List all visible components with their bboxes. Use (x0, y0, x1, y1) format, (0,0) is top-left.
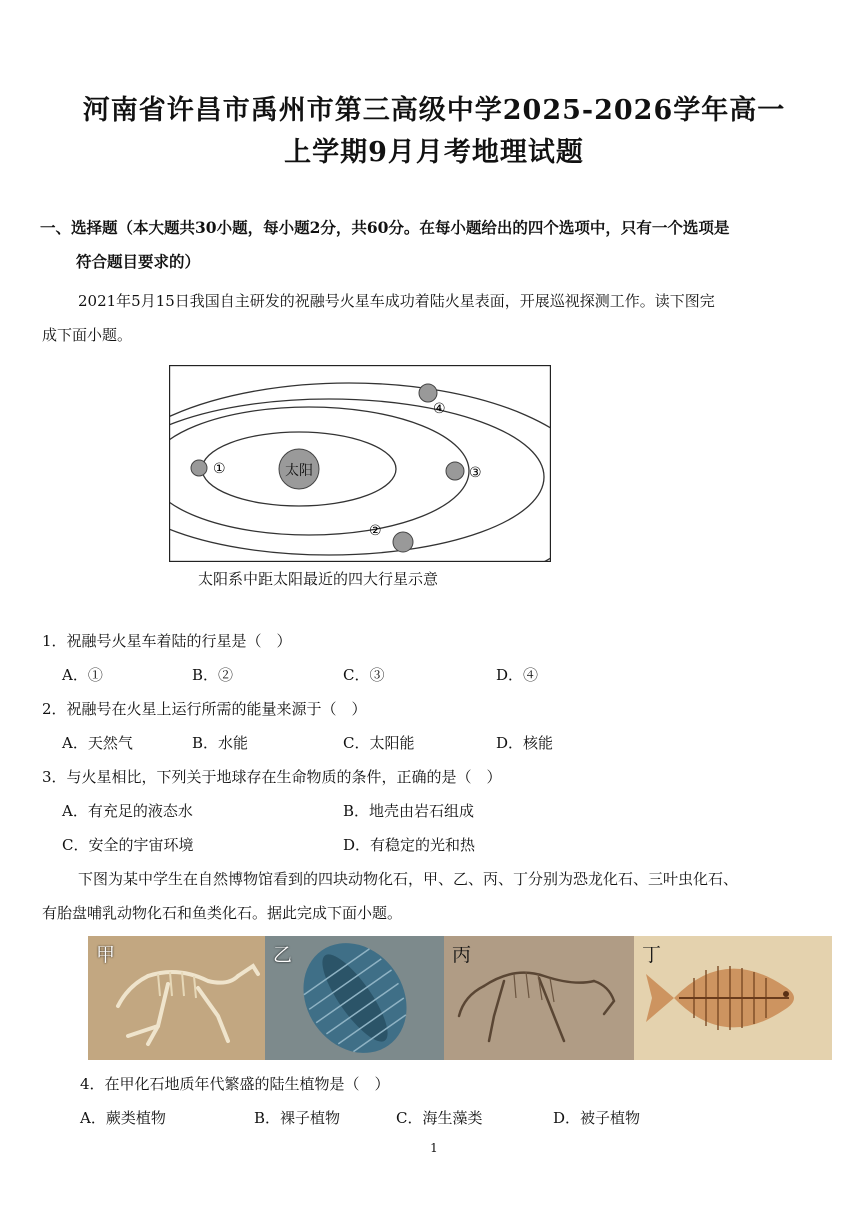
page-number: 1 (430, 1141, 438, 1155)
question-2-option-d[interactable]: D．核能 (496, 734, 554, 752)
fossil-images (88, 936, 832, 1060)
question-3-option-a[interactable]: A．有充足的液态水 (62, 802, 193, 820)
fossil-yi-image (265, 936, 444, 1060)
question-1-option-d[interactable]: D．④ (496, 666, 539, 684)
fossil-yi-label: 乙 (273, 944, 293, 966)
page-title-line2: 上学期9月月考地理试题 (284, 137, 584, 168)
fossil-jia-label: 甲 (96, 944, 116, 966)
question-4-stem: 4．在甲化石地质年代繁盛的陆生植物是（ ） (80, 1075, 390, 1093)
solar-system-diagram (169, 365, 551, 562)
fossil-jia-image (88, 936, 265, 1060)
question-2-option-b[interactable]: B．水能 (192, 734, 249, 752)
question-4-option-a[interactable]: A．蕨类植物 (80, 1109, 166, 1127)
question-3-option-d[interactable]: D．有稳定的光和热 (343, 836, 476, 854)
planet-4-label: ④ (433, 401, 446, 417)
question-4-option-c[interactable]: C．海生藻类 (396, 1109, 483, 1127)
question-2-stem: 2．祝融号在火星上运行所需的能量来源于（ ） (42, 700, 367, 718)
fossil-bing-label: 丙 (452, 944, 472, 966)
question-1-stem: 1．祝融号火星车着陆的行星是（ ） (42, 632, 292, 650)
solar-system-figure (169, 365, 551, 562)
section-heading-line2: 符合题目要求的） (76, 252, 201, 271)
question-2-option-c[interactable]: C．太阳能 (343, 734, 415, 752)
question-3-option-c[interactable]: C．安全的宇宙环境 (62, 836, 194, 854)
page-title-line1: 河南省许昌市禹州市第三高级中学2025-2026学年高一 (82, 95, 786, 126)
planet-3-label: ③ (469, 465, 482, 481)
question-2-option-a[interactable]: A．天然气 (62, 734, 133, 752)
mammal-fossil-illustration (444, 936, 634, 1060)
question-1-option-c[interactable]: C．③ (343, 666, 385, 684)
planet-1 (191, 460, 207, 476)
sun-label: 太阳 (285, 463, 313, 479)
intro-paragraph-2 (42, 862, 832, 930)
planet-3 (446, 462, 464, 480)
question-4-option-d[interactable]: D．被子植物 (553, 1109, 641, 1127)
intro2-line2: 有胎盘哺乳动物化石和鱼类化石。据此完成下面小题。 (42, 904, 403, 922)
figure-caption: 太阳系中距太阳最近的四大行星示意 (198, 570, 439, 588)
intro-paragraph-1 (42, 284, 832, 352)
fossil-ding-label: 丁 (642, 944, 662, 966)
fossil-bing-image (444, 936, 634, 1060)
fish-fossil-illustration (634, 936, 832, 1060)
fossil-ding-image (634, 936, 832, 1060)
question-1-option-b[interactable]: B．② (192, 666, 234, 684)
question-4-option-b[interactable]: B．裸子植物 (254, 1109, 341, 1127)
question-1-option-a[interactable]: A．① (62, 666, 103, 684)
question-3-stem: 3．与火星相比，下列关于地球存在生命物质的条件，正确的是（ ） (42, 768, 502, 786)
intro1-line1: 2021年5月15日我国自主研发的祝融号火星车成功着陆火星表面，开展巡视探测工作。读下图完 (78, 292, 715, 310)
section-heading-line1: 一、选择题（本大题共30小题，每小题2分，共60分。在每小题给出的四个选项中，只有一个选项是 (40, 218, 730, 237)
intro1-line2: 成下面小题。 (42, 326, 133, 344)
planet-1-label: ① (213, 461, 226, 477)
planet-2-label: ② (369, 523, 382, 539)
question-3-option-b[interactable]: B．地壳由岩石组成 (343, 802, 475, 820)
planet-4 (419, 384, 437, 402)
section-heading (40, 211, 840, 279)
intro2-line1: 下图为某中学生在自然博物馆看到的四块动物化石，甲、乙、丙、丁分别为恐龙化石、三叶虫化石、 (78, 870, 739, 888)
planet-2 (393, 532, 413, 552)
